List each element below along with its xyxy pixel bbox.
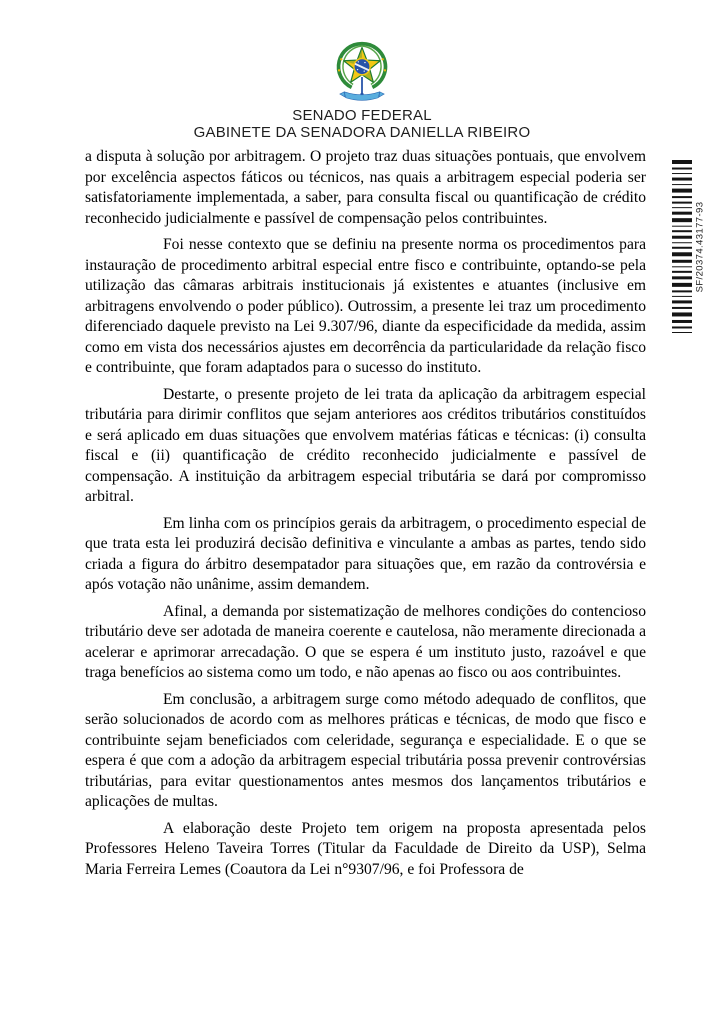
paragraph-5: Afinal, a demanda por sistematização de melhores condições do contencioso tributário deve ser adotada de maneira coerente e cautelosa, não meramente direcionada a acelerar e aprimorar arrecadação. O que se espera é um instituto justo, razoável e que traga benefícios ao sistema como um todo, e não apenas ao fisco ou aos contribuintes. <box>85 602 646 681</box>
paragraph-6: Em conclusão, a arbitragem surge como método adequado de conflitos, que serão solucionados de acordo com as melhores práticas e técnicas, de modo que fisco e contribuinte sejam beneficiados com celeridade, segurança e especialidade. E o que se espera é que com a adoção da arbitragem especial tributária possa prevenir controvérsias tributárias, para evitar questionamentos antes mesmos dos lançamentos tributários e aplicações de multas. <box>85 690 646 810</box>
barcode-icon <box>672 160 692 333</box>
paragraph-2: Foi nesse contexto que se definiu na presente norma os procedimentos para instauração de procedimento arbitral especial entre fisco e contribuinte, optando-se pela utilização das câmaras arbitrais institucionais já existentes e atuantes (inclusive em arbitragens envolvendo o poder público). Outrossim, a presente lei traz um procedimento diferenciado daquele previsto na Lei 9.307/96, diante da especificidade da medida, assim como em vista dos necessários ajustes em decorrência da particularidade da relação fisco e contribuinte, que foram adaptados para o sucesso do instituto. <box>85 236 646 376</box>
paragraph-4: Em linha com os princípios gerais da arbitragem, o procedimento especial de que trata esta lei produzirá decisão definitiva e vinculante a ambas as partes, tendo sido criada a figura do árbitro desempatador para situações que, em razão da controvérsia e após votação não unânime, assim demandem. <box>85 514 646 593</box>
barcode-label: SF/20374.43177-93 <box>694 201 706 292</box>
office-name: GABINETE DA SENADORA DANIELLA RIBEIRO <box>193 123 531 141</box>
document-body <box>85 147 646 886</box>
brazil-coat-of-arms-icon <box>325 37 399 103</box>
paragraph-3: Destarte, o presente projeto de lei trata da aplicação da arbitragem especial tributária para dirimir conflitos que sejam anteriores aos créditos tributários constituídos e será aplicado em duas situações que envolvem matérias fáticas e técnicas: (i) consulta fiscal e (ii) quantificação de crédito reconhecido judicialmente e passível de compensação. A instituição da arbitragem especial tributária se dará por compromisso arbitral. <box>85 385 646 505</box>
paragraph-1: a disputa à solução por arbitragem. O projeto traz duas situações pontuais, que envolvem por excelência aspectos fáticos ou técnicos, nas quais a arbitragem especial poderia ser satisfatoriamente implementada, a saber, para consulta fiscal ou quantificação de crédito reconhecido judicialmente e passível de compensação pelos contribuintes. <box>85 148 646 227</box>
barcode-sidebar <box>672 160 708 333</box>
org-name: SENADO FEDERAL <box>292 107 432 124</box>
paragraph-7: A elaboração deste Projeto tem origem na proposta apresentada pelos Professores Heleno Taveira Torres (Titular da Faculdade de Direito da USP), Selma Maria Ferreira Lemes (Coautora da Lei n°9307/96, e foi Professora de <box>85 819 646 878</box>
letterhead <box>0 37 724 141</box>
barcode-label-box <box>692 160 708 333</box>
